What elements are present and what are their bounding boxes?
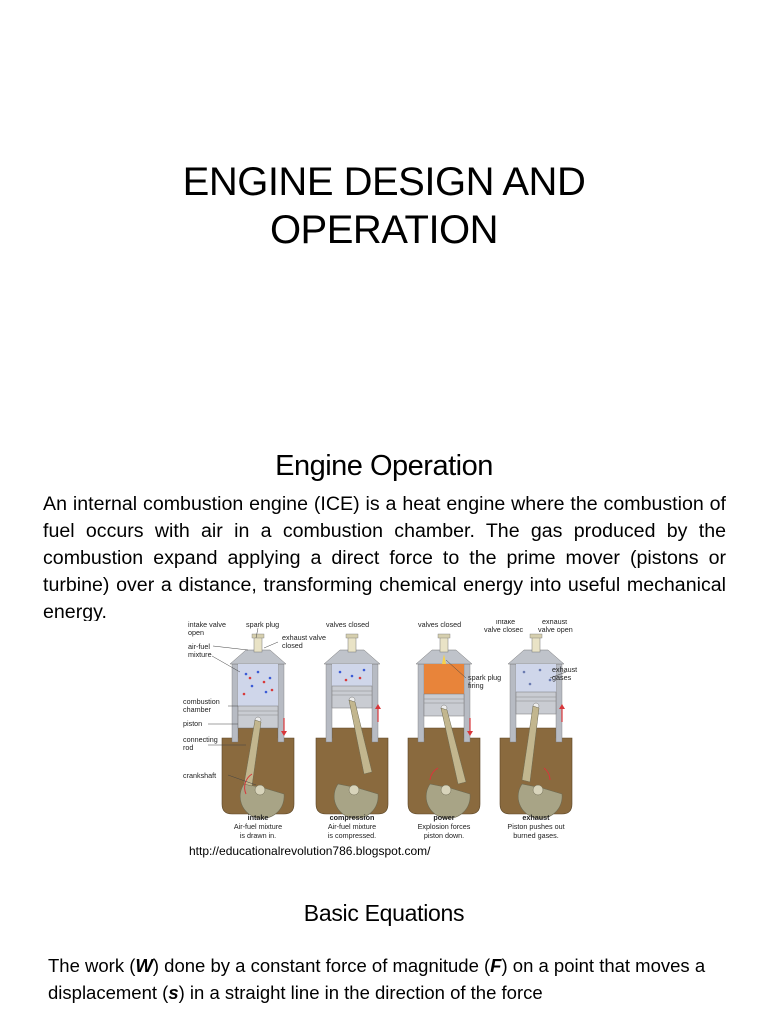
label-combustion-1: combustion: [183, 697, 220, 706]
label-air-fuel-1: air-fuel: [188, 642, 210, 651]
stroke-desc2-intake: is drawn in.: [239, 831, 277, 840]
symbol-W: W: [135, 955, 153, 976]
label-exhaust-valve-1: exhaust valve: [282, 633, 326, 642]
label-exhaust-gases-2: gases: [552, 673, 572, 682]
intake-unit: [222, 634, 294, 818]
stroke-desc2-compression: is compressed.: [327, 831, 377, 840]
engine-operation-heading: Engine Operation: [275, 450, 493, 482]
label-crankshaft: crankshaft: [183, 771, 217, 780]
text-segment-2: ) done by a constant force of magnitude (: [152, 955, 491, 976]
label-connecting-2: rod: [183, 743, 194, 752]
label-exhaust-open-1: exhaust: [542, 620, 568, 626]
label-spark-firing-2: firing: [468, 681, 484, 690]
stroke-desc1-compression: Air-fuel mixture: [327, 822, 377, 831]
stroke-desc2-power: piston down.: [423, 831, 465, 840]
four-stroke-svg: [178, 620, 584, 846]
stroke-name-compression: compression: [329, 813, 375, 822]
label-spark-plug: spark plug: [246, 620, 280, 629]
label-intake-closed-1: intake: [496, 620, 516, 626]
label-air-fuel-2: mixture: [188, 650, 212, 659]
stroke-desc1-exhaust: Piston pushes out: [507, 822, 565, 831]
engine-operation-paragraph: An internal combustion engine (ICE) is a heat engine where the combustion of fuel occurs with air in a combustion chamber. The gas produced by the combustion expand applying a direct force to the prime mover (pistons or turbine) over a distance, transforming chemical energy into useful mechanical energy.: [43, 493, 726, 621]
text-segment-1: The work (: [48, 955, 136, 976]
compression-unit: [316, 634, 388, 818]
title-line-1: ENGINE DESIGN AND: [182, 160, 586, 204]
slide-title: [0, 158, 768, 254]
label-valves-closed-2: valves closed: [326, 620, 370, 629]
four-stroke-diagram: [178, 620, 584, 846]
label-intake-valve-open-2: open: [188, 628, 204, 637]
stroke-name-exhaust: exhaust: [522, 813, 550, 822]
stroke-name-intake: intake: [247, 813, 269, 822]
title-line-2: OPERATION: [269, 208, 499, 252]
image-credit-link[interactable]: http://educationalrevolution786.blogspot.com/: [189, 844, 431, 858]
label-exhaust-valve-2: closed: [282, 641, 303, 650]
text-segment-4: ) in a straight line in the direction of the force: [178, 982, 543, 1003]
label-intake-valve-open-1: intake valve: [188, 620, 226, 629]
work-definition-text: [48, 952, 728, 1006]
label-piston: piston: [183, 719, 203, 728]
label-exhaust-gases-1: exhaust: [552, 665, 578, 674]
stroke-desc2-exhaust: burned gases.: [513, 831, 559, 840]
label-spark-firing-1: spark plug: [468, 673, 502, 682]
text-segment-3: ) on a point that moves a displacement (: [48, 955, 706, 1003]
label-exhaust-open-2: valve open: [538, 625, 573, 634]
symbol-s: s: [168, 982, 179, 1003]
basic-equations-heading: Basic Equations: [303, 900, 465, 926]
label-intake-closed-2: valve closec: [484, 625, 524, 634]
stroke-desc1-intake: Air-fuel mixture: [233, 822, 283, 831]
exhaust-unit: [500, 634, 572, 818]
symbol-F: F: [490, 955, 502, 976]
label-connecting-1: connecting: [183, 735, 218, 744]
stroke-desc1-power: Explosion forces: [417, 822, 471, 831]
engine-operation-slide: [0, 430, 768, 1024]
label-valves-closed-3: valves closed: [418, 620, 462, 629]
stroke-name-power: power: [433, 813, 455, 822]
power-unit: [408, 634, 480, 818]
label-combustion-2: chamber: [183, 705, 211, 714]
title-slide: [0, 0, 768, 430]
